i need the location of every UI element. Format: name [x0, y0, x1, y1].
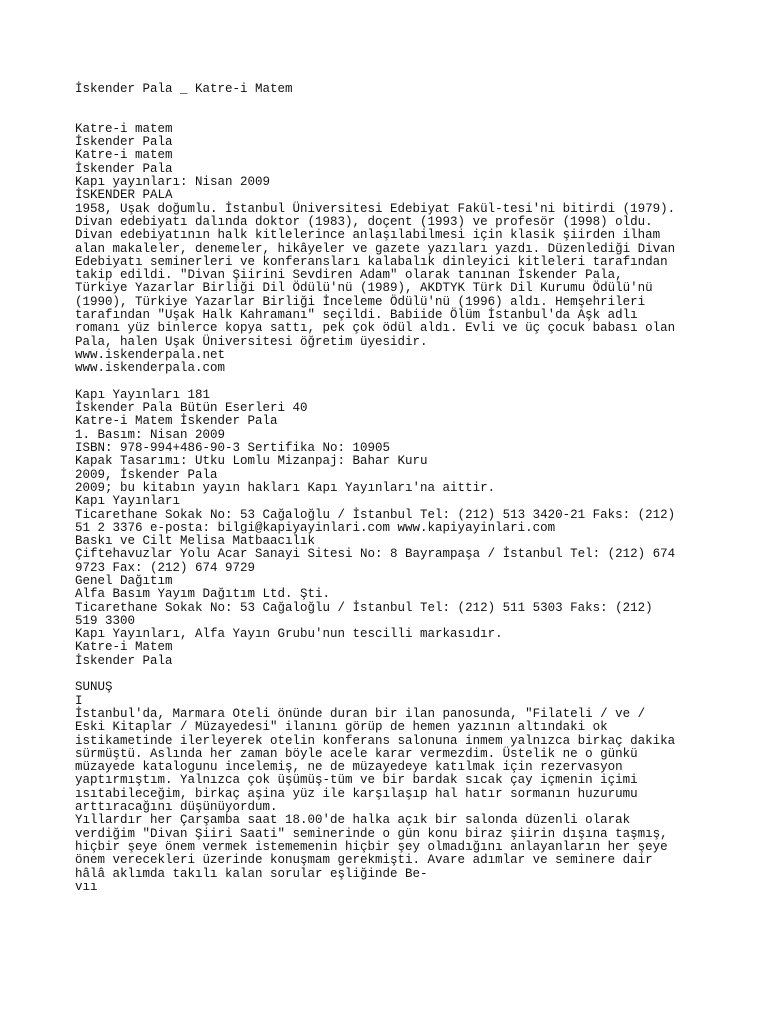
- colophon-line: 2009, İskender Pala: [75, 467, 218, 482]
- author-websites: [75, 349, 735, 376]
- paragraph-line: istikametinde ilerleyerek otelin konferans salonuna inmem yalnızca birkaç dakika: [75, 733, 676, 748]
- paragraph-line: hâlâ aklımda takılı kalan sorular eşliğinde Be-: [75, 866, 428, 881]
- page-marker: vıı: [75, 879, 98, 894]
- website-link[interactable]: www.iskenderpala.net: [75, 347, 226, 362]
- bio-line: alan makaleler, denemeler, hikâyeler ve gazete yazıları yazdı. Düzenlediği Divan: [75, 241, 676, 256]
- paragraph-line: yaptırmıştım. Yalnızca çok üşümüş-tüm ve bir bardak sıcak çay içmenin içimi: [75, 773, 638, 788]
- colophon: [75, 389, 735, 668]
- colophon-line: Çiftehavuzlar Yolu Acar Sanayi Sitesi No: 8 Bayrampaşa / İstanbul Tel: (212) 674: [75, 547, 676, 562]
- bio-line: Divan edebiyatı dalında doktor (1983), doçent (1993) ve profesör (1998) oldu.: [75, 214, 653, 229]
- paragraph-line: müzayede katalogunu incelemiş, ne de müzayedeye katılmak için rezervasyon: [75, 760, 623, 775]
- section-numeral: I: [75, 693, 83, 708]
- author-biography: [75, 203, 735, 349]
- colophon-line: Baskı ve Cilt Melisa Matbaacılık: [75, 534, 316, 549]
- colophon-line: Kapak Tasarımı: Utku Lomlu Mizanpaj: Bahar Kuru: [75, 454, 428, 469]
- paragraph-line: ısıtabileceğim, birkaç aşina yüz ile karşılaşıp hal hatır sormanın huzurumu: [75, 786, 638, 801]
- author-heading: İSKENDER PALA: [75, 188, 173, 203]
- spacer: [75, 110, 735, 123]
- paragraph-line: hiçbir şeye önem vermek istememenin hiçbir şey olmadığını anlayanların her şeye: [75, 839, 668, 854]
- colophon-line: Ticarethane Sokak No: 53 Cağaloğlu / İstanbul Tel: (212) 513 3420-21 Faks: (212): [75, 507, 676, 522]
- paragraph-line: arttıracağını düşünüyordum.: [75, 800, 278, 815]
- colophon-line: 51 2 3376 e-posta: bilgi@kapiyayinlari.com www.kapiyayinlari.com: [75, 520, 556, 535]
- bio-line: Türkiye Yazarlar Birliği Dil Ödülü'nü (1989), AKDTYK Türk Dil Kurumu Ödülü'nü: [75, 281, 653, 296]
- spacer: [75, 96, 735, 109]
- paragraph-line: önem verecekleri üzerinde konuşmam gerekmişti. Avare adımlar ve seminere dair: [75, 853, 653, 868]
- website-link[interactable]: www.iskenderpala.com: [75, 361, 226, 376]
- foreword-heading: SUNUŞ: [75, 680, 113, 695]
- bio-line: takip edildi. "Divan Şiirini Sevdiren Adam" olarak tanınan İskender Pala,: [75, 268, 623, 283]
- colophon-line: 1. Basım: Nisan 2009: [75, 427, 226, 442]
- colophon-line: 9723 Fax: (212) 674 9729: [75, 560, 256, 575]
- colophon-line: ISBN: 978-994+486-90-3 Sertifika No: 10905: [75, 441, 391, 456]
- colophon-line: Kapı Yayınları: [75, 494, 181, 509]
- colophon-line: 2009; bu kitabın yayın hakları Kapı Yayınları'na aittir.: [75, 480, 496, 495]
- bio-line: Edebiyatı seminerleri ve konferansları kalabalık dinleyici kitleleri tarafından: [75, 254, 668, 269]
- bio-line: tarafından "Uşak Halk Kahramanı" seçildi. Babiide Ölüm İstanbul'da Aşk adlı: [75, 308, 638, 323]
- bio-line: (1990), Türkiye Yazarlar Birliği İnceleme Ödülü'nü (1996) aldı. Hemşehrileri: [75, 294, 646, 309]
- colophon-line: Alfa Basım Yayım Dağıtım Ltd. Şti.: [75, 587, 331, 602]
- colophon-line: Kapı Yayınları, Alfa Yayın Grubu'nun tescilli markasıdır.: [75, 627, 503, 642]
- bio-line: Divan edebiyatının halk kitlelerince anlaşılabilmesi için klasik şiirden ilham: [75, 228, 661, 243]
- document-page: [75, 83, 735, 894]
- colophon-line: Katre-i Matem İskender Pala: [75, 414, 278, 429]
- front-line: Katre-i matem: [75, 121, 173, 136]
- colophon-line: 519 3300: [75, 613, 136, 628]
- front-line: Kapı yayınları: Nisan 2009: [75, 175, 271, 190]
- document-title: İskender Pala _ Katre-i Matem: [75, 82, 293, 96]
- bio-line: 1958, Uşak doğumlu. İstanbul Üniversitesi Edebiyat Fakül-tesi'ni bitirdi (1979).: [75, 201, 676, 216]
- front-line: İskender Pala: [75, 135, 173, 150]
- paragraph-line: Yıllardır her Çarşamba saat 18.00'de halka açık bir salonda düzenli olarak: [75, 813, 631, 828]
- colophon-line: Kapı Yayınları 181: [75, 387, 211, 402]
- colophon-line: Genel Dağıtım: [75, 573, 173, 588]
- colophon-line: İskender Pala Bütün Eserleri 40: [75, 401, 308, 416]
- front-line: İskender Pala: [75, 161, 173, 176]
- paragraph-line: Eski Kitaplar / Müzayedesi" ilanını görüp de hemen yazının altındaki ok: [75, 720, 608, 735]
- colophon-line: Ticarethane Sokak No: 53 Cağaloğlu / İstanbul Tel: (212) 511 5303 Faks: (212): [75, 600, 653, 615]
- paragraph-line: İstanbul'da, Marmara Oteli önünde duran bir ilan panosunda, "Filateli / ve /: [75, 706, 646, 721]
- front-matter: [75, 123, 735, 203]
- spacer: [75, 668, 735, 681]
- paragraph-line: sürmüştü. Aslında her zaman böyle acele karar vermezdim. Üstelik ne o günkü: [75, 746, 638, 761]
- bio-line: romanı yüz binlerce kopya sattı, pek çok ödül aldı. Evli ve üç çocuk babası olan: [75, 321, 676, 336]
- paragraph-line: verdiğim "Divan Şiiri Saati" seminerinde o gün konu biraz şiirin dışına taşmış,: [75, 826, 668, 841]
- spacer: [75, 376, 735, 389]
- bio-line: Pala, halen Uşak Üniversitesi öğretim üyesidir.: [75, 334, 428, 349]
- colophon-line: İskender Pala: [75, 653, 173, 668]
- colophon-line: Katre-i Matem: [75, 640, 173, 655]
- front-line: Katre-i matem: [75, 148, 173, 163]
- foreword-section: [75, 681, 735, 894]
